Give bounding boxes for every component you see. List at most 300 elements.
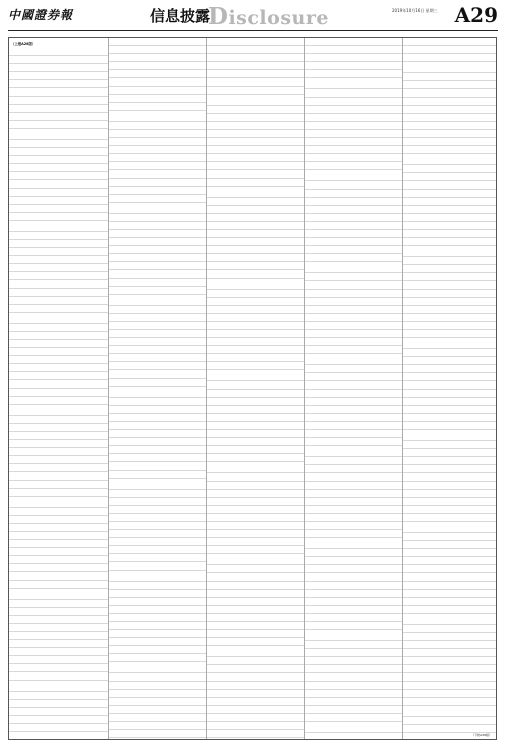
table-row	[9, 464, 108, 472]
table-row	[207, 546, 304, 554]
table-row	[403, 582, 497, 590]
table-row	[109, 546, 206, 554]
issue-date: 2019年10月16日 星期三	[392, 8, 438, 13]
table-row	[403, 330, 497, 338]
table-row	[9, 405, 108, 416]
table-row	[9, 189, 108, 197]
table-row	[9, 600, 108, 608]
table-row	[305, 322, 402, 330]
table-row	[403, 633, 497, 641]
table-row	[109, 287, 206, 295]
table-row	[207, 438, 304, 446]
table-row	[207, 473, 304, 481]
table-row	[403, 457, 497, 465]
table-row	[109, 646, 206, 654]
table-row	[109, 279, 206, 287]
table-row	[305, 422, 402, 430]
table-row	[403, 122, 497, 130]
table-row	[305, 582, 402, 590]
table-row	[109, 346, 206, 354]
table-row	[9, 516, 108, 524]
table-row	[305, 565, 402, 573]
table-row	[9, 624, 108, 632]
table-row	[305, 473, 402, 481]
table-row	[9, 105, 108, 113]
table-row	[109, 622, 206, 630]
table-row	[9, 589, 108, 600]
table-row	[9, 432, 108, 440]
table-row	[207, 430, 304, 438]
table-row	[9, 213, 108, 221]
table-row	[9, 264, 108, 272]
table-row	[403, 130, 497, 138]
table-row	[9, 681, 108, 692]
masthead	[0, 0, 506, 30]
table-row	[9, 572, 108, 580]
table-row	[207, 498, 304, 506]
table-row	[109, 662, 206, 673]
table-row	[403, 598, 497, 606]
table-row	[9, 640, 108, 648]
table-row	[305, 206, 402, 214]
newspaper-logo: 中國證券報	[8, 8, 74, 22]
table-row	[403, 173, 497, 181]
table-row	[109, 471, 206, 479]
table-row	[109, 630, 206, 638]
table-row	[305, 70, 402, 78]
table-row	[403, 725, 497, 733]
table-row	[109, 590, 206, 598]
table-row	[109, 111, 206, 122]
table-row	[207, 162, 304, 170]
table-row	[9, 148, 108, 156]
table-row	[403, 449, 497, 457]
table-row	[305, 606, 402, 614]
table-row	[109, 698, 206, 706]
table-row	[207, 362, 304, 370]
table-row	[403, 62, 497, 73]
table-row	[207, 222, 304, 230]
table-row	[9, 364, 108, 372]
table-row	[403, 590, 497, 598]
table-row	[305, 538, 402, 549]
table-row	[403, 54, 497, 62]
table-row	[109, 103, 206, 111]
table-row	[403, 422, 497, 430]
table-row	[109, 387, 206, 398]
table-row	[305, 498, 402, 506]
table-row	[207, 179, 304, 187]
table-row	[109, 222, 206, 230]
table-row	[9, 256, 108, 264]
table-row	[403, 690, 497, 698]
table-row	[207, 506, 304, 514]
table-row	[305, 430, 402, 438]
table-row	[207, 590, 304, 598]
column-3	[206, 38, 304, 740]
table-row	[207, 198, 304, 206]
table-row	[9, 348, 108, 356]
table-row	[207, 54, 304, 62]
table-row	[207, 622, 304, 630]
table-row	[207, 573, 304, 581]
table-row	[109, 379, 206, 387]
table-row	[9, 472, 108, 480]
table-row	[305, 162, 402, 170]
table-row	[207, 354, 304, 362]
table-row	[305, 62, 402, 70]
table-row	[305, 306, 402, 314]
table-row	[305, 414, 402, 422]
table-row	[109, 714, 206, 722]
table-row	[9, 532, 108, 540]
table-row	[109, 606, 206, 614]
table-row	[207, 170, 304, 178]
table-row	[9, 156, 108, 164]
table-row	[403, 614, 497, 625]
table-row	[305, 346, 402, 354]
table-row	[305, 598, 402, 606]
table-row	[403, 230, 497, 238]
table-row	[109, 322, 206, 330]
table-row	[207, 381, 304, 389]
table-row	[9, 540, 108, 548]
table-row	[9, 240, 108, 248]
table-row	[305, 262, 402, 273]
table-row	[9, 324, 108, 332]
table-row	[109, 438, 206, 446]
table-row	[109, 730, 206, 738]
table-row	[207, 454, 304, 462]
table-row	[207, 554, 304, 565]
table-row	[9, 197, 108, 205]
table-row	[9, 700, 108, 708]
table-row	[109, 179, 206, 187]
table-row	[403, 314, 497, 322]
table-row	[305, 254, 402, 262]
table-row	[109, 582, 206, 590]
table-row	[305, 373, 402, 381]
table-row	[403, 414, 497, 422]
table-row	[109, 562, 206, 570]
table-row	[305, 665, 402, 673]
table-row	[305, 354, 402, 365]
table-row	[9, 581, 108, 589]
table-row	[207, 673, 304, 681]
table-row	[305, 457, 402, 465]
table-row	[403, 682, 497, 690]
table-row	[403, 482, 497, 490]
table-row	[9, 440, 108, 448]
section-title: 信息披露	[150, 7, 211, 25]
table-row	[403, 673, 497, 681]
table-row	[9, 313, 108, 324]
table-row	[403, 338, 497, 349]
table-row	[403, 641, 497, 649]
table-row	[403, 181, 497, 189]
table-row	[403, 98, 497, 106]
table-row	[109, 314, 206, 322]
table-row	[305, 154, 402, 162]
table-row	[9, 692, 108, 700]
table-row	[403, 565, 497, 573]
table-row	[403, 557, 497, 565]
table-row	[207, 722, 304, 730]
table-row	[305, 657, 402, 665]
table-row	[207, 422, 304, 430]
table-row	[9, 140, 108, 148]
table-row	[109, 673, 206, 681]
table-row	[305, 181, 402, 189]
table-row	[403, 490, 497, 498]
table-row	[109, 203, 206, 214]
table-row	[207, 279, 304, 290]
table-row	[305, 54, 402, 62]
table-row	[207, 262, 304, 270]
table-row	[109, 654, 206, 662]
table-row	[305, 138, 402, 146]
table-row	[9, 664, 108, 672]
table-row	[109, 454, 206, 462]
section-title-en-initial: D	[208, 3, 229, 30]
table-row	[109, 446, 206, 454]
table-row	[109, 422, 206, 430]
table-row	[403, 698, 497, 706]
table-row	[207, 154, 304, 162]
column-4	[304, 38, 402, 740]
table-row	[9, 724, 108, 732]
table-row	[9, 48, 108, 56]
table-row	[9, 716, 108, 724]
table-row	[109, 530, 206, 538]
table-row	[207, 238, 304, 246]
table-row	[305, 557, 402, 565]
table-row	[207, 314, 304, 322]
table-row	[9, 708, 108, 716]
table-row	[207, 78, 304, 86]
table-row	[9, 448, 108, 456]
table-row	[403, 165, 497, 173]
table-row	[109, 295, 206, 306]
table-row	[207, 146, 304, 154]
table-row	[109, 514, 206, 522]
table-row	[403, 281, 497, 289]
table-row	[109, 554, 206, 562]
table-row	[305, 698, 402, 706]
table-row	[403, 406, 497, 414]
table-row	[109, 146, 206, 154]
table-row	[403, 506, 497, 514]
table-row	[9, 397, 108, 405]
table-row	[9, 732, 108, 740]
table-row	[9, 297, 108, 305]
table-row	[9, 672, 108, 680]
table-row	[305, 290, 402, 298]
table-row	[207, 538, 304, 546]
table-row	[109, 330, 206, 338]
table-row	[305, 590, 402, 598]
table-row	[305, 338, 402, 346]
table-row	[305, 573, 402, 581]
table-row	[109, 738, 206, 740]
table-row	[305, 622, 402, 630]
table-row	[403, 89, 497, 97]
table-row	[305, 722, 402, 733]
table-row	[109, 170, 206, 178]
table-row	[207, 46, 304, 54]
table-row	[403, 381, 497, 389]
table-row	[305, 506, 402, 514]
table-row	[207, 70, 304, 78]
table-row	[9, 180, 108, 188]
table-row	[403, 106, 497, 114]
table-row	[305, 530, 402, 538]
table-row	[403, 665, 497, 673]
table-row	[9, 632, 108, 640]
table-row	[403, 473, 497, 481]
table-row	[305, 365, 402, 373]
table-row	[207, 614, 304, 622]
table-row	[403, 465, 497, 473]
table-row	[305, 406, 402, 414]
table-row	[9, 205, 108, 213]
table-row	[207, 346, 304, 354]
table-row	[9, 80, 108, 88]
table-row	[9, 164, 108, 172]
table-row	[109, 571, 206, 582]
table-row	[403, 81, 497, 89]
table-row	[305, 549, 402, 557]
table-row	[109, 362, 206, 370]
header-rule	[8, 30, 498, 31]
table-row	[403, 706, 497, 717]
table-row	[207, 706, 304, 714]
table-row	[305, 490, 402, 498]
table-row	[109, 614, 206, 622]
table-row	[9, 280, 108, 288]
table-row	[305, 398, 402, 406]
table-row	[9, 648, 108, 656]
table-row	[207, 565, 304, 573]
table-row	[207, 714, 304, 722]
table-row	[207, 390, 304, 398]
list-title: （上接A28版）	[11, 42, 36, 46]
table-row	[403, 649, 497, 657]
table-row	[403, 349, 497, 357]
table-row	[305, 273, 402, 281]
table-row	[305, 238, 402, 246]
table-row	[207, 230, 304, 238]
table-row	[403, 206, 497, 214]
table-row	[305, 98, 402, 106]
table-row	[109, 414, 206, 422]
table-row	[207, 306, 304, 314]
table-row	[403, 238, 497, 246]
table-row	[403, 257, 497, 265]
table-row	[305, 682, 402, 690]
table-row	[109, 46, 206, 54]
table-row	[207, 690, 304, 698]
table-row	[109, 498, 206, 506]
table-row	[305, 46, 402, 54]
section-title-en-rest: isclosure	[228, 7, 329, 29]
table-row	[403, 657, 497, 665]
table-row	[403, 390, 497, 398]
table-row	[9, 508, 108, 516]
table-row	[109, 130, 206, 138]
table-row	[9, 56, 108, 64]
table-row	[207, 246, 304, 254]
table-row	[9, 340, 108, 348]
table-row	[305, 465, 402, 473]
table-row	[109, 54, 206, 62]
column-2	[108, 38, 206, 740]
table-row	[9, 289, 108, 297]
table-row	[403, 606, 497, 614]
table-row	[109, 62, 206, 70]
table-row	[207, 370, 304, 381]
table-row	[207, 730, 304, 738]
table-row	[207, 290, 304, 298]
table-row	[9, 389, 108, 397]
table-row	[9, 72, 108, 80]
table-row	[403, 365, 497, 373]
table-row	[207, 646, 304, 657]
table-row	[109, 722, 206, 730]
table-row	[207, 338, 304, 346]
table-row	[109, 706, 206, 714]
table-row	[109, 187, 206, 195]
table-row	[9, 456, 108, 464]
table-row	[403, 398, 497, 406]
table-row	[109, 70, 206, 78]
table-row	[9, 64, 108, 72]
table-row	[305, 514, 402, 522]
table-row	[207, 254, 304, 262]
table-row	[207, 206, 304, 214]
table-row	[403, 298, 497, 306]
table-row	[403, 306, 497, 314]
table-row	[403, 73, 497, 81]
table-row	[207, 38, 304, 46]
table-row	[207, 490, 304, 498]
table-row	[305, 706, 402, 714]
table-row	[305, 190, 402, 198]
table-row	[109, 87, 206, 95]
table-row	[403, 190, 497, 198]
table-row	[109, 78, 206, 86]
table-row	[9, 548, 108, 556]
table-row	[109, 522, 206, 530]
table-row	[9, 332, 108, 340]
table-row	[207, 665, 304, 673]
table-row	[403, 357, 497, 365]
table-row	[403, 549, 497, 557]
page-number: A29	[454, 3, 498, 27]
table-row	[109, 430, 206, 438]
table-row	[207, 657, 304, 665]
table-row	[403, 533, 497, 541]
table-row	[403, 222, 497, 230]
table-row	[9, 497, 108, 508]
table-row	[109, 398, 206, 406]
table-row	[403, 514, 497, 522]
table-row	[305, 214, 402, 222]
table-row	[207, 187, 304, 198]
table-row	[305, 106, 402, 114]
table-row	[403, 214, 497, 222]
table-row	[305, 446, 402, 457]
